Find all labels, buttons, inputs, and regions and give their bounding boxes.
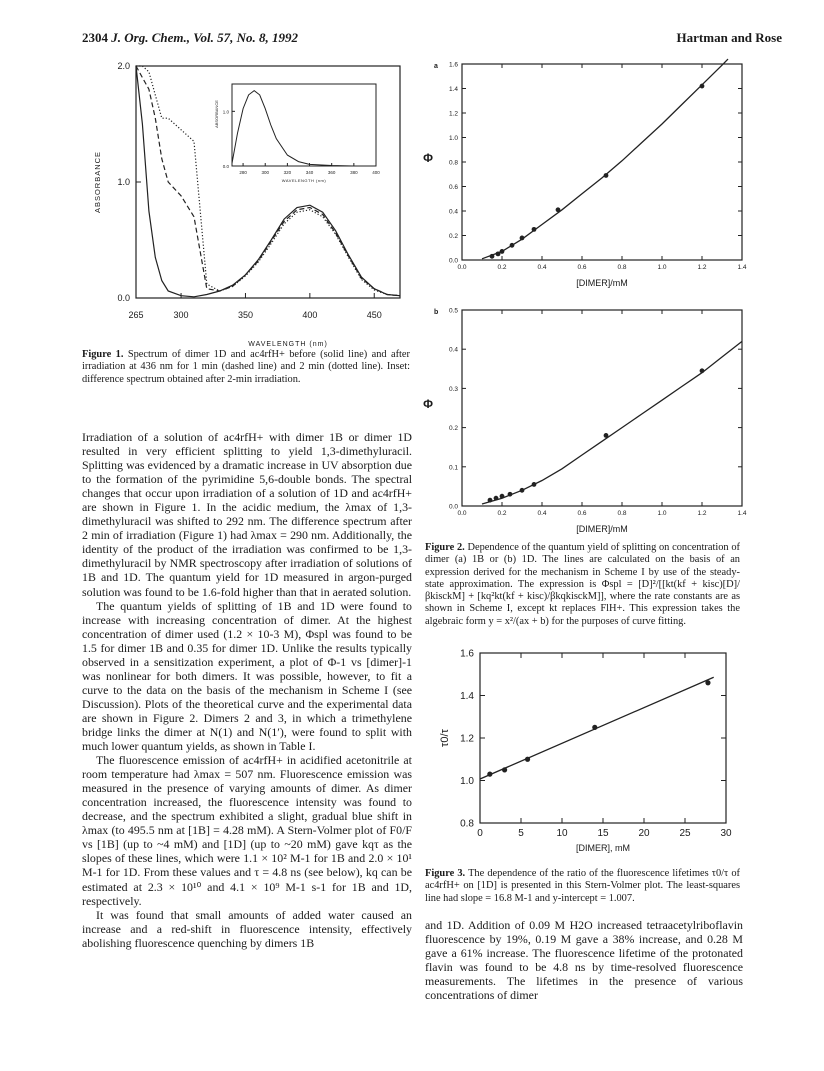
x-tick-label: 0.0 [457,264,467,271]
inset-frame [232,84,376,166]
y-tick-label: 1.6 [460,648,474,660]
inset-x-tick-label: 280 [239,170,247,175]
y-axis-label: Φ [423,151,433,165]
y-tick-label: 0.8 [448,159,458,167]
page-number: 2304 [82,30,108,45]
y-axis-label: ABSORBANCE [93,150,102,214]
data-point [487,772,492,777]
paragraph: The fluorescence emission of ac4rfH+ in acidified acetonitrile at room temperature had λmax = 507 nm. Fluorescence emission was measured in the presence of varying amounts of dimer. As dimer concentration increased, the fluorescence intensity was found to decrease, and the spectrum exhibited a slight, gradual blue shift in λmax (to 495.5 nm at [1B] = 4.28 mM). A Stern-Volmer plot of F0/F vs [1B] (up to ~4 mM) and [1D] (up to ~20 mM) gave kqτ as the slopes of these lines, which were 1.1 × 10² M-1 for 1B and 2.0 × 10¹ M-1 for 1D. From these values and τ = 4.8 ns (see below), kq can be estimated at 2.3 × 10¹⁰ and 4.1 × 10⁹ M-1 s-1 for 1B and 1D, respectively. [82,753,412,908]
data-point [496,251,501,256]
data-point [700,368,705,373]
y-tick-label: 0.8 [460,818,474,830]
data-point [532,482,537,487]
x-tick-label: 1.2 [697,264,707,271]
figure1-caption-text: Spectrum of dimer 1D and ac4rfH+ before (solid line) and after irradiation at 436 nm for 1 min (dashed line) and 2 min (dotted line). Inset: difference spectrum obtained after 2-min irradiation. [82,349,410,385]
inset-x-tick-label: 340 [305,170,314,175]
x-tick-label: 0.6 [577,510,587,517]
x-axis-label: [DIMER], mM [576,843,630,853]
inset-y-tick-label: 0.0 [222,164,229,169]
data-point [510,243,515,248]
data-point [488,498,493,503]
data-point [700,84,705,89]
y-tick-label: 0.4 [448,208,458,216]
fit-curve [482,341,742,504]
paragraph: The quantum yields of splitting of 1B and 1D were found to increase with increasing concentration of dimer. At the highest concentration of dimer used (1.2 × 10-3 M), Φspl was found to be 1.5 for dimer 1B and 0.35 for dimer 1D. Unlike the results typically observed in a sensitization experiment, a plot of Φ-1 vs [dimer]-1 was nonlinear for both dimers. It was possible, however, to fit a curve to the data on the basis of the mechanism in Scheme I (see Discussion). Plots of the theoretical curve and the experimental data are shown in Figure 2. Dimers 2 and 3, in which a trimethylene bridge links the dimer at N(1) and N(1′), were found to split with much lower quantum yields, as shown in Table I. [82,598,412,754]
inset-x-tick-label: 360 [327,170,336,175]
paragraph: Irradiation of a solution of ac4rfH+ with dimer 1B or dimer 1D resulted in very efficient splitting to yield 1,3-dimethyluracil. Splitting was evidenced by a dramatic increase in UV absorption due to the formation of the pyrimidine 5,6-double bonds. The spectral changes that occur upon irradiation of a solution of 1D and ac4rfH+ are shown in Figure 1. In the acidic medium, the λmax of 1,3-dimethyluracil was shifted to 292 nm. The difference spectrum after 2 min of irradiation (Figure 1) had λmax = 290 nm. Additionally, the identity of the product of the irradiation was confirmed to be 1,3-dimethyluracil by NMR spectroscopy after irradiation of solutions of 1B and 1D. The quantum yield for 1D measured in argon-purged solution was found to be 1.6-fold higher than that in aerated solution. [82,430,412,599]
data-point [532,227,537,232]
x-tick-label: 0.8 [617,264,627,271]
data-point [705,680,710,685]
figure2-caption-label: Figure 2. [425,542,465,553]
inset-x-axis-label: WAVELENGTH (nm) [281,178,327,183]
paragraph: It was found that small amounts of added water caused an increase and a red-shift in fluorescence intensity, effectively abolishing fluorescence quenching by dimers 1B [82,907,412,950]
y-tick-label: 0.4 [448,346,458,354]
data-point [520,236,525,241]
y-tick-label: 2.0 [117,61,130,71]
y-tick-label: 1.6 [448,61,458,69]
body-column-right [425,918,743,1002]
paragraph: and 1D. Addition of 0.09 M H2O increased tetraacetylriboflavin fluorescence by 19%, 0.19 M gave a 38% increase, and 0.28 M gave a 61% increase. The fluorescence lifetime of the protonated flavin was found to be 4.8 ns by time-resolved fluorescence measurements. The lifetimes in the presence of various concentrations of dimer [425,918,743,1003]
y-tick-label: 0.0 [448,257,458,265]
x-tick-label: 400 [302,310,318,320]
plot-frame [462,310,742,506]
y-tick-label: 1.0 [117,177,130,187]
panel-label: a [434,63,438,70]
y-tick-label: 0.2 [448,233,458,240]
figure3-caption-text: The dependence of the ratio of the fluorescence lifetimes τ0/τ of ac4rfH+ on [1D] is presented in this Stern-Volmer plot. The least-squares line had slope = 16.8 M-1 and y-intercept = 1.007. [425,868,740,904]
x-tick-label: 30 [720,828,732,839]
data-point [520,488,525,493]
x-tick-label: 20 [638,828,650,839]
plot-frame [462,64,742,260]
x-tick-label: 0.2 [497,510,507,517]
x-tick-label: 1.0 [657,510,667,517]
x-tick-label: 300 [173,310,189,320]
y-tick-label: 0.0 [117,293,130,303]
x-tick-label: 1.4 [737,264,747,271]
x-tick-label: 0.6 [577,264,587,271]
y-tick-label: 0.3 [448,385,458,393]
y-axis-label: Φ [423,397,433,411]
x-tick-label: 25 [679,828,691,839]
data-point [502,767,507,772]
data-point [508,492,513,497]
x-tick-label: 10 [556,828,568,839]
x-tick-label: 0.0 [457,510,467,517]
x-tick-label: 15 [597,828,609,839]
y-tick-label: 1.4 [448,86,458,93]
figure1-chart [70,58,410,356]
y-tick-label: 1.2 [460,733,474,745]
journal-citation: J. Org. Chem., Vol. 57, No. 8, 1992 [111,30,298,45]
y-tick-label: 0.2 [448,425,458,433]
figure1-caption-label: Figure 1. [82,349,124,360]
x-tick-label: 265 [128,310,144,320]
x-tick-label: 1.0 [657,264,667,271]
x-axis-label: WAVELENGTH (nm) [248,341,328,348]
data-point [525,757,530,762]
y-tick-label: 0.0 [448,503,458,511]
inset-x-tick-label: 320 [283,170,292,175]
data-point [604,173,609,178]
x-tick-label: 0.4 [537,264,547,271]
y-tick-label: 1.2 [448,110,458,118]
inset-x-tick-label: 400 [372,170,380,175]
running-header-authors: Hartman and Rose [676,30,782,45]
data-point [500,249,505,254]
figure3-chart [430,645,750,867]
data-point [490,254,495,259]
figure3-caption [425,868,740,905]
data-point [556,207,561,212]
y-tick-label: 0.5 [448,307,458,315]
x-tick-label: 350 [237,310,253,320]
x-axis-label: [DIMER]/mM [576,278,628,288]
figure3-caption-label: Figure 3. [425,868,466,879]
x-tick-label: 5 [518,828,524,839]
fit-curve [482,59,728,259]
data-point [500,494,505,499]
y-tick-label: 1.0 [460,776,474,787]
running-header-left [82,30,298,46]
figure2a-chart [425,58,765,298]
y-tick-label: 1.0 [448,135,458,142]
data-point [494,496,499,501]
x-tick-label: 0.8 [617,510,627,517]
inset-x-tick-label: 300 [261,170,269,175]
panel-label: b [434,309,439,316]
x-tick-label: 450 [366,310,382,320]
x-tick-label: 0.4 [537,510,547,517]
data-point [592,725,597,730]
figure2-caption-text: Dependence of the quantum yield of splitting on concentration of dimer (a) 1B or (b) 1D. The lines are calculated on the basis of an expression derived for the mechanism in Scheme I by use of the steady-state approximation. The expression is Φspl = [D]²/[[kt(kf + kisc)[D]/βkisckM] + [kq²kt(kf + kisc)/βkqkisckM]], where the rate constants are as shown in Scheme I, except kt replaces FlH+. This expression takes the algebraic form y = x²/(ax + b) for the purposes of curve fitting. [425,542,740,627]
inset-y-axis-label: ABSORBANCE [214,100,219,128]
figure2b-chart [425,300,765,540]
plot-frame [480,653,726,823]
x-tick-label: 1.2 [697,510,707,517]
inset-x-tick-label: 380 [350,170,358,175]
y-tick-label: 1.4 [460,691,474,702]
y-tick-label: 0.1 [448,464,458,472]
body-column-left [82,430,412,950]
x-axis-label: [DIMER]/mM [576,524,628,534]
y-axis-label: τ0/τ [439,729,451,747]
x-tick-label: 0 [477,828,483,839]
figure1-caption [82,349,410,386]
figure2-caption [425,542,740,628]
inset-y-tick-label: 1.0 [222,109,229,115]
x-tick-label: 0.2 [497,264,507,271]
y-tick-label: 0.6 [448,184,458,191]
data-point [604,433,609,438]
x-tick-label: 1.4 [737,510,747,517]
